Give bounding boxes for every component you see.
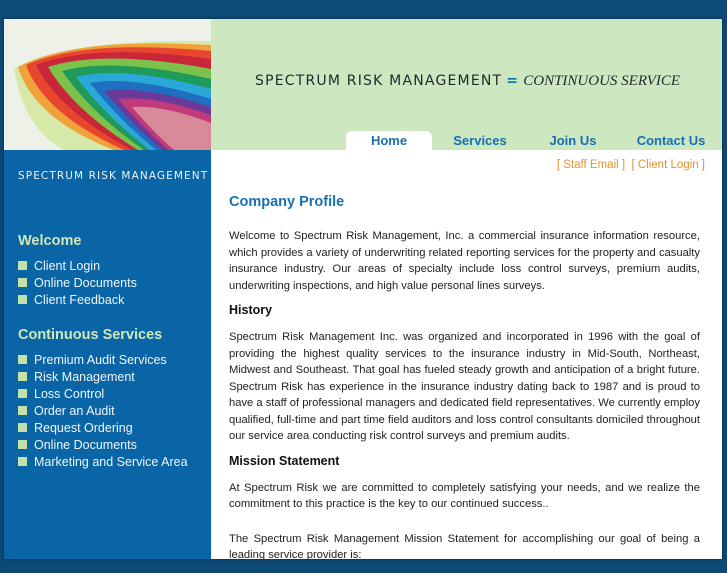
header-banner [211,19,722,150]
sidebar-item-loss-control[interactable] [18,385,188,402]
intro-paragraph: Welcome to Spectrum Risk Management, Inc. a commercial insurance information resource, which provides a variety of underwriting related reporting services for the property and casualty insurance industry. Our areas of specialty include loss control surveys, premium audits, underwriting inspections, and high value personal lines surveys. [229,230,700,292]
sidebar-item-label: Order an Audit [34,403,115,418]
main-nav [346,131,724,150]
sidebar-item-label: Marketing and Service Area [34,454,188,469]
sidebar-section-continuous-services [18,327,188,470]
page-title: Company Profile [229,194,345,210]
sidebar-heading-welcome: Welcome [18,233,82,249]
sidebar-item-label: Online Documents [34,437,137,452]
square-bullet-icon [18,372,27,381]
history-paragraph: Spectrum Risk Management Inc. was organized and incorporated in 1996 with the goal of providing the highest quality services to the insurance industry in Mid-South, Northeast, Midwest and Southeast. That goal has fueled steady growth and anticipation of a bright future. Spectrum Risk has experience in the insurance industry dating back to 1987 and is proud to have a staff of professional managers and dedicated field representatives. We currently employ qualified, full-time and part time field auditors and loss control consultants domiciled throughout our service area conducting risk control surveys and premium audits. [229,331,700,442]
sidebar-item-online-documents[interactable] [18,274,137,291]
sidebar-item-label: Client Login [34,258,101,273]
tagline-brand: SPECTRUM RISK MANAGEMENT [255,73,503,89]
sidebar-item-label: Risk Management [34,369,135,384]
square-bullet-icon [18,295,27,304]
history-heading: History [229,303,273,317]
square-bullet-icon [18,440,27,449]
sidebar-item-online-documents-2[interactable] [18,436,188,453]
tab-services[interactable]: Services [453,133,507,148]
tab-join-us[interactable]: Join Us [549,133,597,148]
sidebar-item-premium-audit-services[interactable] [18,351,188,368]
square-bullet-icon [18,457,27,466]
mission-heading: Mission Statement [229,453,340,468]
sidebar-heading-continuous-services: Continuous Services [18,327,163,343]
client-login-link[interactable]: [ Client Login ] [631,159,705,171]
utility-links [557,159,705,171]
mission-paragraph-2: The Spectrum Risk Management Mission Statement for accomplishing our goal of being a leading service provider is: [229,532,700,561]
sidebar-item-label: Request Ordering [34,420,133,435]
square-bullet-icon [18,355,27,364]
sidebar-item-label: Loss Control [34,386,105,401]
tagline [255,73,680,90]
page-frame [4,19,722,559]
square-bullet-icon [18,389,27,398]
sidebar-item-order-an-audit[interactable] [18,402,188,419]
mission-paragraph-1: At Spectrum Risk we are committed to completely satisfying your needs, and we realize the commitment to this practice is the key to our continued success.. [229,481,700,510]
tab-home[interactable]: Home [346,131,432,150]
square-bullet-icon [18,423,27,432]
sidebar-item-request-ordering[interactable] [18,419,188,436]
sidebar-section-welcome [18,233,137,308]
sidebar [4,150,211,559]
rainbow-paper-fan-image [4,19,211,150]
sidebar-item-client-login[interactable] [18,257,137,274]
sidebar-item-label: Premium Audit Services [34,352,167,367]
square-bullet-icon [18,278,27,287]
square-bullet-icon [18,406,27,415]
sidebar-item-risk-management[interactable] [18,368,188,385]
sidebar-item-client-feedback[interactable] [18,291,137,308]
article [229,194,700,573]
square-bullet-icon [18,261,27,270]
staff-email-link[interactable]: [ Staff Email ] [556,159,626,171]
sidebar-item-label: Client Feedback [34,292,125,307]
sidebar-brand: SPECTRUM RISK MANAGEMENT [18,170,209,182]
sidebar-item-marketing-and-service-area[interactable] [18,453,188,470]
sidebar-item-label: Online Documents [34,275,137,290]
tagline-equals: = [506,73,520,89]
tab-contact-us[interactable]: Contact Us [636,133,706,148]
tagline-slogan: CONTINUOUS SERVICE [523,73,681,89]
